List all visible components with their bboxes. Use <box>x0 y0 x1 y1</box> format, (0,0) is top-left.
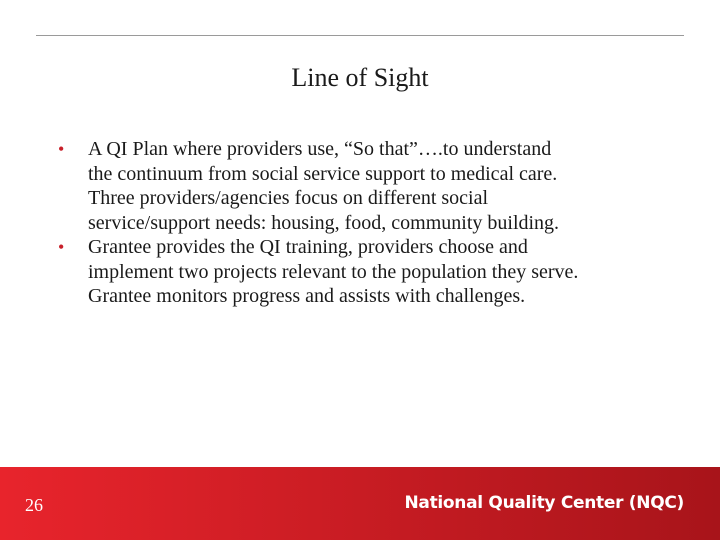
bullet-item <box>58 137 688 235</box>
bullet-line: Grantee provides the QI training, providers choose and <box>88 236 528 258</box>
bullet-line: the continuum from social service support to medical care. <box>88 162 558 185</box>
footer-bar <box>0 467 720 540</box>
bullet-line: Three providers/agencies focus on different social <box>88 187 489 209</box>
bullet-icon: • <box>58 237 65 257</box>
bullet-list <box>58 137 688 309</box>
bullet-line: A QI Plan where providers use, “So that”….to understand <box>88 138 552 160</box>
top-divider <box>36 35 684 36</box>
bullet-icon: • <box>58 139 65 159</box>
bullet-item <box>58 235 688 309</box>
slide-title: Line of Sight <box>291 63 429 92</box>
bullet-line: Grantee monitors progress and assists with challenges. <box>88 285 526 307</box>
bullet-line: service/support needs: housing, food, community building. <box>88 211 560 234</box>
page-number: 26 <box>25 495 43 515</box>
bullet-line: implement two projects relevant to the population they serve. <box>88 260 579 283</box>
organization-logo-text: National Quality Center (NQC) <box>404 493 684 513</box>
